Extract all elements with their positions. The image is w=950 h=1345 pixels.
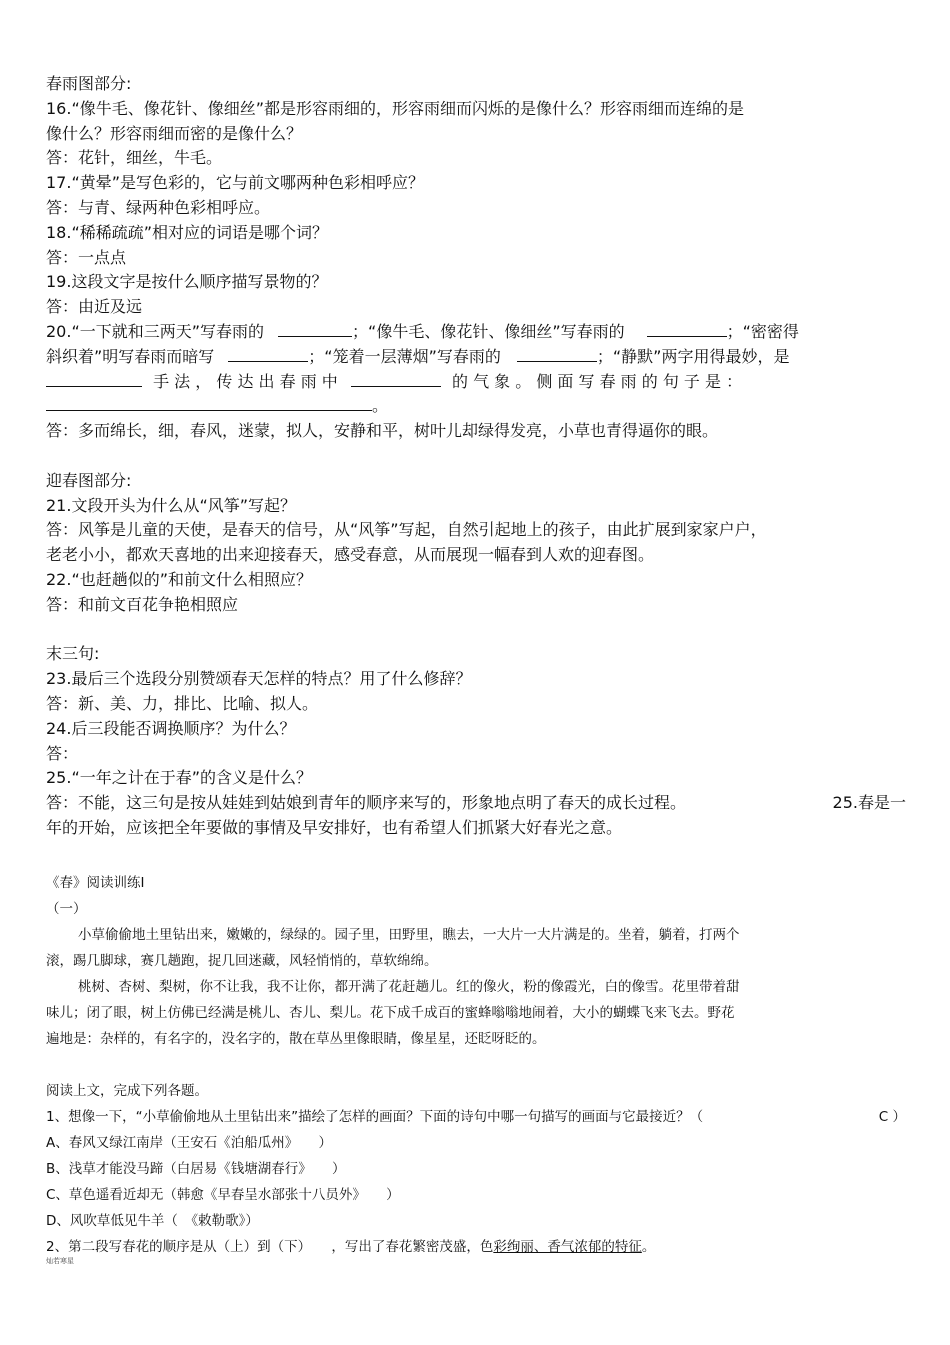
answer-25-label: 25.春是一 (832, 793, 906, 813)
question-24: 24.后三段能否调换顺序？为什么？ (46, 718, 296, 738)
reading-exercise (46, 870, 906, 1260)
answer-18: 答：一点点 (46, 247, 127, 267)
passage-paragraph-2-cont: 遍地是：杂样的，有名字的，没名字的，散在草丛里像眼睛，像星星，还眨呀眨的。 (46, 1031, 546, 1047)
option-a: A、春风又绿江南岸（王安石《泊船瓜州》 ） (46, 1135, 332, 1151)
passage-paragraph-2-cont: 味儿；闭了眼，树上仿佛已经满是桃儿、杏儿、梨儿。花下成千成百的蜜蜂嗡嗡地闹着，大小的蝴蝶飞来飞去。野花 (46, 1005, 735, 1021)
footer-watermark: 灿若寒星 (46, 1257, 74, 1265)
question-16-cont: 像什么？形容雨细而密的是像什么？ (46, 123, 303, 143)
underlined-answer: 彩绚丽、香气浓郁的特征 (493, 1239, 642, 1255)
blank (351, 370, 441, 387)
blank (517, 345, 597, 362)
exercise-title: 《春》阅读训练Ⅰ (46, 875, 145, 891)
instruction: 阅读上文，完成下列各题。 (46, 1083, 208, 1099)
question-21: 21.文段开头为什么从“风筝”写起？ (46, 495, 297, 515)
question-25: 25.“一年之计在于春”的含义是什么？ (46, 768, 313, 788)
question-20-line3: 手 法 ， 传 达 出 春 雨 中 的 气 象 。 侧 面 写 春 雨 的 句 子 是 ： (46, 370, 906, 395)
section-heading: 春雨图部分: (46, 74, 132, 93)
question-18: 18.“稀稀疏疏”相对应的词语是哪个词？ (46, 222, 329, 242)
question-20-line4: 。 (46, 394, 906, 419)
option-b: B、浅草才能没马蹄（白居易《钱塘湖春行》 ） (46, 1161, 346, 1177)
answer-17: 答：与青、绿两种色彩相呼应。 (46, 197, 271, 217)
question-20-line2: 斜织着”明写春雨而暗写 ；“笼着一层薄烟”写春雨的 ；“静默”两字用得最妙，是 (46, 346, 790, 366)
answer-24: 答： (46, 743, 79, 763)
passage-paragraph-1: 小草偷偷地土里钻出来，嫩嫩的，绿绿的。园子里，田野里，瞧去，一大片一大片满是的。坐着，躺着，打两个 (78, 927, 740, 943)
blank (647, 320, 727, 337)
section-heading: 迎春图部分: (46, 470, 132, 490)
passage-paragraph-1-cont: 滚，踢几脚球，赛几趟跑，捉几回迷藏，风轻悄悄的，草软绵绵。 (46, 953, 438, 969)
answer-23: 答：新、美、力，排比、比喻、拟人。 (46, 693, 319, 713)
question-19: 19.这段文字是按什么顺序描写景物的？ (46, 272, 328, 292)
question-1-answer: C ） (878, 1109, 906, 1125)
passage-paragraph-2: 桃树、杏树、梨树，你不让我，我不让你，都开满了花赶趟儿。红的像火，粉的像霞光，白的像雪。花里带着甜 (78, 979, 740, 995)
answer-19: 答：由近及远 (46, 297, 143, 317)
option-c: C、草色遥看近却无（韩愈《早春呈水部张十八员外》 ） (46, 1187, 400, 1203)
question-20-line1: 20.“一下就和三两天”写春雨的 ；“像牛毛、像花针、像细丝”写春雨的 ；“密密得 (46, 321, 799, 341)
question-23: 23.最后三个选段分别赞颂春天怎样的特点？用了什么修辞？ (46, 669, 472, 689)
qa-section (46, 72, 906, 841)
answer-25-cont: 年的开始，应该把全年要做的事情及早安排好，也有希望人们抓紧大好春光之意。 (46, 817, 623, 837)
question-22: 22.“也赶趟似的”和前文什么相照应？ (46, 569, 313, 589)
section-heading: 末三句: (46, 644, 100, 664)
answer-20: 答：多而绵长，细，春风，迷蒙，拟人，安静和平，树叶儿却绿得发亮，小草也青得逼你的眼。 (46, 421, 719, 441)
answer-21: 答：风筝是儿童的天使，是春天的信号，从“风筝”写起，自然引起地上的孩子，由此扩展到家家户户， (46, 520, 767, 540)
blank (46, 370, 142, 387)
question-16: 16.“像牛毛、像花针、像细丝”都是形容雨细的，形容雨细而闪烁的是像什么？形容雨细而连绵的是 (46, 98, 745, 118)
option-d: D、风吹草低见牛羊（ 《敕勒歌》） (46, 1213, 259, 1229)
question-1: 1、想像一下，“小草偷偷地从土里钻出来”描绘了怎样的画面？下面的诗句中哪一句描写的画面与它最接近？（ C ） (46, 1104, 906, 1130)
question-2: 2、第二段写春花的顺序是从（上）到（下） ，写出了春花繁密茂盛，色彩绚丽、香气浓郁的特征。 (46, 1239, 656, 1255)
blank (228, 345, 308, 362)
question-17: 17.“黄晕”是写色彩的，它与前文哪两种色彩相呼应？ (46, 173, 425, 193)
blank (278, 320, 352, 337)
part-label: （一） (46, 901, 87, 917)
answer-16: 答：花针，细丝，牛毛。 (46, 148, 223, 168)
answer-25: 答：不能，这三句是按从娃娃到姑娘到青年的顺序来写的，形象地点明了春天的成长过程。 25.春是一 (46, 791, 906, 816)
answer-22: 答：和前文百花争艳相照应 (46, 594, 239, 614)
answer-21-cont: 老老小小，都欢天喜地的出来迎接春天，感受春意，从而展现一幅春到人欢的迎春图。 (46, 545, 655, 565)
blank (46, 394, 372, 411)
